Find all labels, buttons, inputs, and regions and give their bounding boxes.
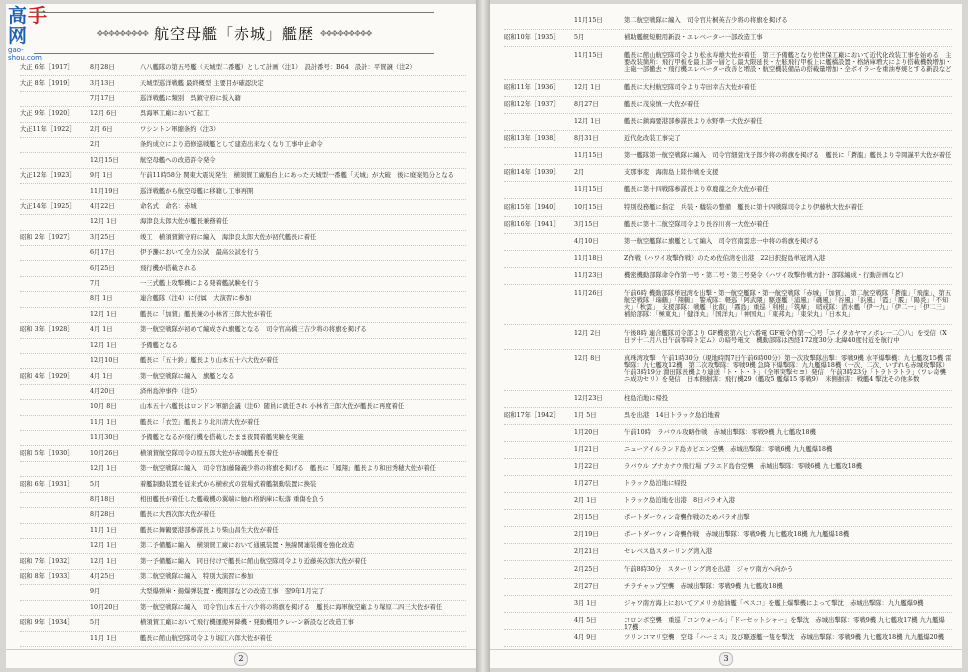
table-row [504,407,952,425]
date-cell: 2月19日 [574,531,599,539]
event-cell: ワシントン軍縮条約（注3） [140,125,220,133]
era-cell: 昭和 2年［1927］ [20,233,74,241]
table-row [20,245,466,261]
date-cell: 1月21日 [574,445,599,453]
date-cell: 7月 [90,280,101,288]
date-cell: 12月 1日 [90,465,117,473]
table-row [20,106,466,122]
date-cell: 11月15日 [574,51,603,59]
table-row [20,399,466,415]
page-number: 2 [231,652,251,666]
event-cell: 巡洋戦艦に類別 呉鎮守府に仮入籍 [140,94,241,102]
event-cell: 艦長に茂泉慎一大佐が着任 [624,100,700,108]
date-cell: 12月10日 [90,357,119,365]
date-cell: 2月25日 [574,565,599,573]
page-number: 3 [716,652,736,666]
date-cell: 12月 1日 [574,83,601,91]
table-row [20,230,466,246]
date-cell: 11月15日 [574,17,603,24]
date-cell: 7月17日 [90,94,115,102]
date-cell: 12月 1日 [90,310,117,318]
era-cell: 昭和 6年［1931］ [20,480,74,488]
table-row [20,183,466,199]
table-row [20,554,466,570]
event-cell: トラック島泊地に帰投 [624,480,687,488]
event-cell: 真珠湾攻撃 午前1時30分（現地時間7日午前6時00分）第一次攻撃隊出撃：零戦9機 水平爆撃機：九七艦攻15機 雷撃隊：九七艦攻12機 第二次攻撃隊：零戦9機 急降下爆撃隊：九九艦爆18機（一次、二次、いずれも赤城攻撃隊） 午前3時19分 淵田隊長機より連送「ト・ト・ト」（全軍突撃セヨ）発信 午前3時23分「トラトラトラ」（ワレ奇襲ニ成功セリ）を発信 日本側損害：飛行機29（艦攻5 艦爆15 零戦9） 米側損害：戦艦4 撃沈その他多数 [624,355,952,384]
event-cell: 午前8時30分 スターリング湾を出港 ジャワ南方へ向かう [624,565,794,573]
date-cell: 5月 [90,480,101,488]
table-row [20,461,466,477]
date-cell: 4月 1日 [90,372,113,380]
table-row [504,349,952,390]
table-row [504,441,952,459]
table-row [20,569,466,585]
event-cell: 艦長に第十四戦隊参謀長より草鹿龍之介大佐が着任 [624,186,769,194]
date-cell: 1月27日 [574,480,599,488]
event-cell: 艦長に館山航空隊司令より松永寿雄大佐が着任 第三予備艦となり佐世保工廠において近代化改装工事を始める 主要改装箇所：飛行甲板を最上部一層とし最大限延長・左舷飛行甲板上に艦橋設置・格納庫増大により搭載機数増加・主砲一部撤去・飛行機エレベーター改善と増設・航空機装備品の搭載量増加・全ボイラーを重油専焼とする新設など [624,51,952,73]
table-row [504,424,952,442]
event-cell: 大型爆弾庫・揚爆弾装置・機関部などの改造工事 翌9年1月完了 [140,588,325,596]
event-cell: 艦長に「五十鈴」艦長より山本五十六大佐が着任 [140,357,279,365]
date-cell: 12月 8日 [574,355,601,363]
table-row [504,96,952,114]
event-cell: 予備艦となる [140,341,178,349]
table-row [504,612,952,630]
event-cell: 横須賀航空隊司令の原五郎大佐が赤城艦長を着任 [140,449,279,457]
table-row [504,29,952,47]
table-row [504,130,952,148]
event-cell: 伊予灘において全力公試 最高公試を行う [140,249,260,257]
event-cell: 航空母艦への改造許令発令 [140,156,216,164]
date-cell: 2月27日 [574,582,599,590]
table-row [20,538,466,554]
right-page [490,4,962,668]
era-cell: 昭和 8年［1933］ [20,573,74,581]
table-row [20,615,466,631]
event-cell: 海津良太郎大佐が艦長兼務着任 [140,218,229,226]
date-cell: 2月15日 [574,514,599,522]
event-cell: 午前11時58分 関東大震災発生 横須賀工廠船台上にあった天城型一番艦「天城」が大破 後に廃案処分となる [140,172,454,180]
table-row [504,267,952,285]
event-cell: 連合艦隊（注4）に付属 大演習に参加 [140,295,252,303]
event-cell: 第一予備艦に編入 同日付けで艦長に館山航空隊司令より近藤英次郎大佐が着任 [140,557,367,565]
event-cell: 午前6時 機動部隊単冠湾を出撃・第一航空艦隊・第一航空戦隊「赤城」「加賀」、第二航空戦隊「蒼龍」「飛龍」、第五航空戦隊「瑞鶴」「翔鶴」 警戒隊：軽巡「阿武隈」駆逐艦「浦風」「磯風」「谷風」「浜風」「霞」「霰」「陽炎」「不知火」「秋雲」 支援部隊：戦艦「比叡」「霧島」重巡「利根」「筑摩」 哨戒隊：潜水艦「伊一九」「伊二一」「伊二三」 補給部隊：「極東丸」「健洋丸」「国洋丸」「神国丸」「東邦丸」「東栄丸」「日本丸」 [624,290,952,319]
date-cell: 11月15日 [574,152,603,160]
event-cell: 艦長に「衣笠」艦長より北川清大佐が着任 [140,418,260,426]
date-cell: 12月23日 [574,394,603,402]
event-cell: 飛行機が搭載される [140,264,197,272]
table-row [20,584,466,600]
date-cell: 11月23日 [574,271,603,279]
table-row [504,12,952,30]
table-row [504,475,952,493]
era-cell: 大正11年［1922］ [20,125,76,133]
date-cell: 12月 1日 [90,557,117,565]
event-cell: 第一艦隊第一航空戦隊に編入 司令官細萱戊子郎少将の将旗を掲げる 艦長に「蒼龍」艦長より寺岡謹平大佐が着任 [624,152,952,160]
table-row [20,214,466,230]
date-cell: 12月 1日 [574,118,601,125]
table-row [20,168,466,184]
event-cell: 近代化改装工事完了 [624,135,681,143]
event-cell: セレベス島スターリング湾入港 [624,548,713,556]
table-row [504,324,952,350]
event-cell: 機密機動部隊命令作第一号・第二号・第三号発令（ハワイ攻撃作戦方針・部隊編成・行動計画など） [624,271,908,279]
divider [490,649,962,650]
book-gutter [476,0,490,672]
table-row [504,561,952,579]
era-cell: 昭和 4年［1929］ [20,372,74,380]
event-cell: 第二予備艦に編入 横須賀工廠において通風装置・無線関連装備を強化改造 [140,542,355,550]
date-cell: 5月 [90,619,101,627]
event-cell: 天城型巡洋戦艦 最終概型 主要目が確認決定 [140,79,264,87]
table-row [504,250,952,268]
table-row [20,430,466,446]
event-cell: 第一航空戦隊に編入 司令官加藤隆義少将の将旗を掲げる 艦長に「鳳翔」艦長より和田秀穂大佐が着任 [140,465,436,473]
date-cell: 2月21日 [574,548,599,556]
date-cell: 11月19日 [90,187,119,195]
date-cell: 11月 1日 [90,418,117,426]
event-cell: 艦長に「加賀」艦長兼の小林省三郎大佐が着任 [140,310,273,318]
table-row [20,153,466,169]
date-cell: 8月18日 [90,495,115,503]
table-row [504,147,952,165]
event-cell: トラック島泊地を出港 8日パラオ入港 [624,497,735,505]
table-row [20,91,466,107]
date-cell: 2月 [90,141,101,149]
date-cell: 10月 8日 [90,403,117,411]
event-cell: 特別役務艦に指定 兵装・艤装の整備 艦長に第十四戦隊司令より伊藤秋大佐が着任 [624,203,864,211]
table-row [20,600,466,616]
date-cell: 12月15日 [90,156,119,164]
era-cell: 大正 6年［1917］ [20,64,74,72]
date-cell: 4月22日 [90,202,115,210]
table-row [20,446,466,462]
event-cell: 呉海軍工廠において起工 [140,110,210,118]
date-cell: 11月30日 [90,434,119,442]
era-cell: 昭和 7年［1932］ [20,557,74,565]
era-cell: 昭和17年［1942］ [504,411,560,419]
divider [6,649,476,650]
date-cell: 4月 5日 [574,616,597,624]
event-cell: 第二航空戦隊に編入 特別大演習に参加 [140,573,254,581]
era-cell: 昭和11年［1936］ [504,83,560,91]
table-row [20,291,466,307]
table-row [20,199,466,215]
event-cell: 巡洋戦艦から航空母艦に移籍し工事再開 [140,187,254,195]
table-row [504,509,952,527]
date-cell: 12月 6日 [90,110,117,118]
event-cell: 済州島沖事件（注5） [140,387,201,395]
event-cell: Z作戦（ハワイ攻撃作戦）のため佐伯湾を出港 22日択捉島単冠湾入港 [624,254,826,262]
era-cell: 昭和 9年［1934］ [20,619,74,627]
event-cell: 相田艦長が着任した艦載機の翼端に触れ格納庫に転落 重傷を負う [140,495,325,503]
event-cell: 午前10時 ラバウル攻略作戦 赤城出撃隊：零戦9機 九七艦攻18機 [624,428,816,436]
table-row [504,46,952,80]
date-cell: 6月25日 [90,264,115,272]
event-cell: 艦長に大村航空隊司令より寺田幸吉大佐が着任 [624,83,757,91]
date-cell: 1月 5日 [574,411,597,419]
event-cell: 艦長に館山航空隊司令より堀江六郎大佐が着任 [140,634,273,642]
event-cell: 支那事変 海南島上陸作戦を支援 [624,169,719,177]
left-page [6,4,476,668]
table-row [20,137,466,153]
era-cell: 昭和10年［1935］ [504,34,560,42]
event-cell: 艦長に舞鶴要港部参謀長より柴山昌生大佐が着任 [140,526,279,534]
date-cell: 3月 1日 [574,599,597,607]
era-cell: 昭和15年［1940］ [504,203,560,211]
era-cell: 昭和14年［1939］ [504,169,560,177]
date-cell: 11月26日 [574,290,603,298]
event-cell: 第二航空戦隊に編入 司令官片桐英吉少将の将旗を掲げる [624,17,788,24]
table-row [504,181,952,199]
event-cell: ラバウル ブナカナウ飛行場 ブラエド島台空襲 赤城出撃隊：零戦6機 九七艦攻18機 [624,463,863,470]
date-cell: 2月 1日 [574,497,597,505]
era-cell: 昭和 3年［1928］ [20,326,74,334]
page-title: 航空母艦「赤城」艦歴 [153,24,314,43]
date-cell: 3月15日 [574,220,599,228]
table-row [504,578,952,596]
table-row [504,233,952,251]
date-cell: 8月28日 [90,64,115,72]
date-cell: 4月10日 [574,237,599,245]
event-cell: ポートダーウィン奇襲作戦のためパラオ出撃 [624,514,750,522]
date-cell: 5月 [574,34,585,42]
date-cell: 8月28日 [90,511,115,519]
table-row [504,526,952,544]
date-cell: 11月 1日 [90,634,117,642]
era-cell: 大正 9年［1920］ [20,110,74,118]
date-cell: 11月18日 [574,254,603,262]
date-cell: 3月13日 [90,79,115,87]
date-cell: 4月25日 [90,573,115,581]
date-cell: 9月 1日 [90,172,113,180]
date-cell: 6月17日 [90,249,115,257]
table-row [20,122,466,138]
date-cell: 9月 [90,588,101,596]
event-cell: 補助艦艇短艇用新設・エレベーター一部改造工事 [624,34,763,42]
table-row [20,368,466,384]
date-cell: 2月 [574,169,585,177]
date-cell: 11月15日 [574,186,603,194]
date-cell: 1月20日 [574,428,599,436]
table-row [504,216,952,234]
era-cell: 昭和 5年［1930］ [20,449,74,457]
event-cell: 第一航空戦隊に編入 司令官山本五十六少将の将旗を掲げる 艦長に海軍航空廠より塚原二四三大佐が着任 [140,603,443,611]
event-cell: ジャワ南方海上においてアメリカ給油艦「ペスコ」を艦上爆撃機によって撃沈 赤城出撃隊：九九艦爆9機 [624,599,924,607]
event-cell: 着艦制動装置を従来式から横索式の萱場式着艦制動装置に換装 [140,480,317,488]
table-row [504,543,952,561]
table-row [20,60,466,76]
event-cell: 艦長に第十二航空隊司令より長谷川喜一大佐が着任 [624,220,769,228]
date-cell: 12月 1日 [90,218,117,226]
era-cell: 大正 8年［1919］ [20,79,74,87]
date-cell: 12月 2日 [574,329,601,337]
table-row [504,113,952,131]
era-cell: 昭和12年［1937］ [504,100,560,108]
table-row [20,261,466,277]
event-cell: 一三式艦上攻撃機による発着艦試験を行う [140,280,260,288]
event-cell: 第一航空戦隊に編入 旗艦となる [140,372,235,380]
date-cell: 11月 1日 [90,526,117,534]
date-cell: 10月20日 [90,603,119,611]
event-cell: ツリンコマリ空襲 空母「ハーミス」及び駆逐艦一隻を撃沈 赤城出撃隊：零戦9機 九七艦攻18機 九九艦爆20機 [624,633,944,641]
table-row [504,492,952,510]
table-row [20,276,466,292]
date-cell: 4月 9日 [574,633,597,641]
ornament-icon: ✥✥✥✥✥✥✥✥✥ [320,28,372,38]
event-cell: 呉を出港 14日トラック島泊地着 [624,411,721,419]
date-cell: 8月 1日 [90,295,113,303]
event-cell: チラチャップ空襲 赤城出撃隊：零戦9機 九七艦攻18機 [624,582,783,590]
event-cell: 艦長に鎮海要港部参謀長より水野準一大佐が着任 [624,118,763,125]
table-row [20,476,466,492]
era-cell: 大正14年［1925］ [20,202,76,210]
table-row [504,595,952,613]
date-cell: 3月25日 [90,233,115,241]
site-logo: 高手网 gao-shou.com [8,5,49,62]
table-row [504,458,952,476]
table-row [504,199,952,217]
date-cell: 4月20日 [90,387,115,395]
era-cell: 大正12年［1923］ [20,172,76,180]
event-cell: 艦長に大西次郎大佐が着任 [140,511,216,519]
date-cell: 12月 1日 [90,542,117,550]
event-cell: 第一航空戦隊が初めて編成され旗艦となる 司令官高橋三吉少将の将旗を掲げる [140,326,367,334]
event-cell: 命名式 命名：赤城 [140,202,197,210]
table-row [20,384,466,400]
table-row [20,75,466,91]
era-cell: 昭和13年［1938］ [504,135,560,143]
date-cell: 12月 1日 [90,341,117,349]
table-row [20,307,466,323]
date-cell: 10月26日 [90,449,119,457]
table-row [20,523,466,539]
table-row [504,164,952,182]
event-cell: ニューアイルランド島カビエン空襲 赤城出撃隊：零戦6機 九九艦爆18機 [624,445,833,453]
table-row [20,322,466,338]
table-row [504,629,952,647]
table-row [20,507,466,523]
table-row [504,390,952,408]
date-cell: 10月15日 [574,203,603,211]
event-cell: コロンボ空襲 重巡「コンウォール」「ドーセットシャー」を撃沈 赤城出撃隊：零戦9機 九七艦攻17機 九九艦爆17機 [624,616,945,631]
event-cell: 予備艦となるが飛行機を搭載したまま夜間着艦実験を実施 [140,434,304,442]
title-banner [34,12,434,54]
table-row [20,338,466,354]
event-cell: 竣工 横須賀鎮守府に編入 海津良太郎大佐が初代艦長に着任 [140,233,317,241]
date-cell: 8月27日 [574,100,599,108]
table-row [20,631,466,647]
table-row [20,492,466,508]
date-cell: 1月22日 [574,463,599,470]
event-cell: 条約成立により造修巡戦艦として建造出来なくなり工事中止命令 [140,141,323,149]
table-row [20,353,466,369]
event-cell: 八八艦隊の第五号艦（天城型二番艦）として計画（注1） 設計番号：B64 設計：平賀譲（注2） [140,64,416,72]
event-cell: 柱島泊地に帰投 [624,394,669,402]
ornament-icon: ✥✥✥✥✥✥✥✥✥ [96,28,148,38]
era-cell: 昭和16年［1941］ [504,220,560,228]
event-cell: 第一航空艦隊に旗艦として編入 司令官南雲忠一中将の将旗を掲げる [624,237,820,245]
table-row [504,284,952,325]
table-row [20,415,466,431]
event-cell: ポートダーウィン奇襲作戦 赤城出撃隊：零戦9機 九七艦攻18機 九九艦爆18機 [624,531,850,539]
date-cell: 4月 1日 [90,326,113,334]
table-row [504,79,952,97]
event-cell: 山本五十六艦長はロンドン軍縮会議（注6）随員に就任され 小林省三郎大佐が艦長に再度着任 [140,403,405,411]
date-cell: 8月31日 [574,135,599,143]
event-cell: 横須賀工廠において飛行機運搬昇降機・発動機用クレーン新設など改造工事 [140,619,354,627]
date-cell: 2月 6日 [90,125,113,133]
event-cell: 午後8時 連合艦隊司令部より GF機密第六七六番電 GF電令作第一〇号「ニイタカヤマノボレ一二〇八」を受信（X日ヲ十二月八日午前零時ト定ム）の暗号電文 機動部隊は西経172度30分 北緯40度付近を航行中 [624,329,947,344]
